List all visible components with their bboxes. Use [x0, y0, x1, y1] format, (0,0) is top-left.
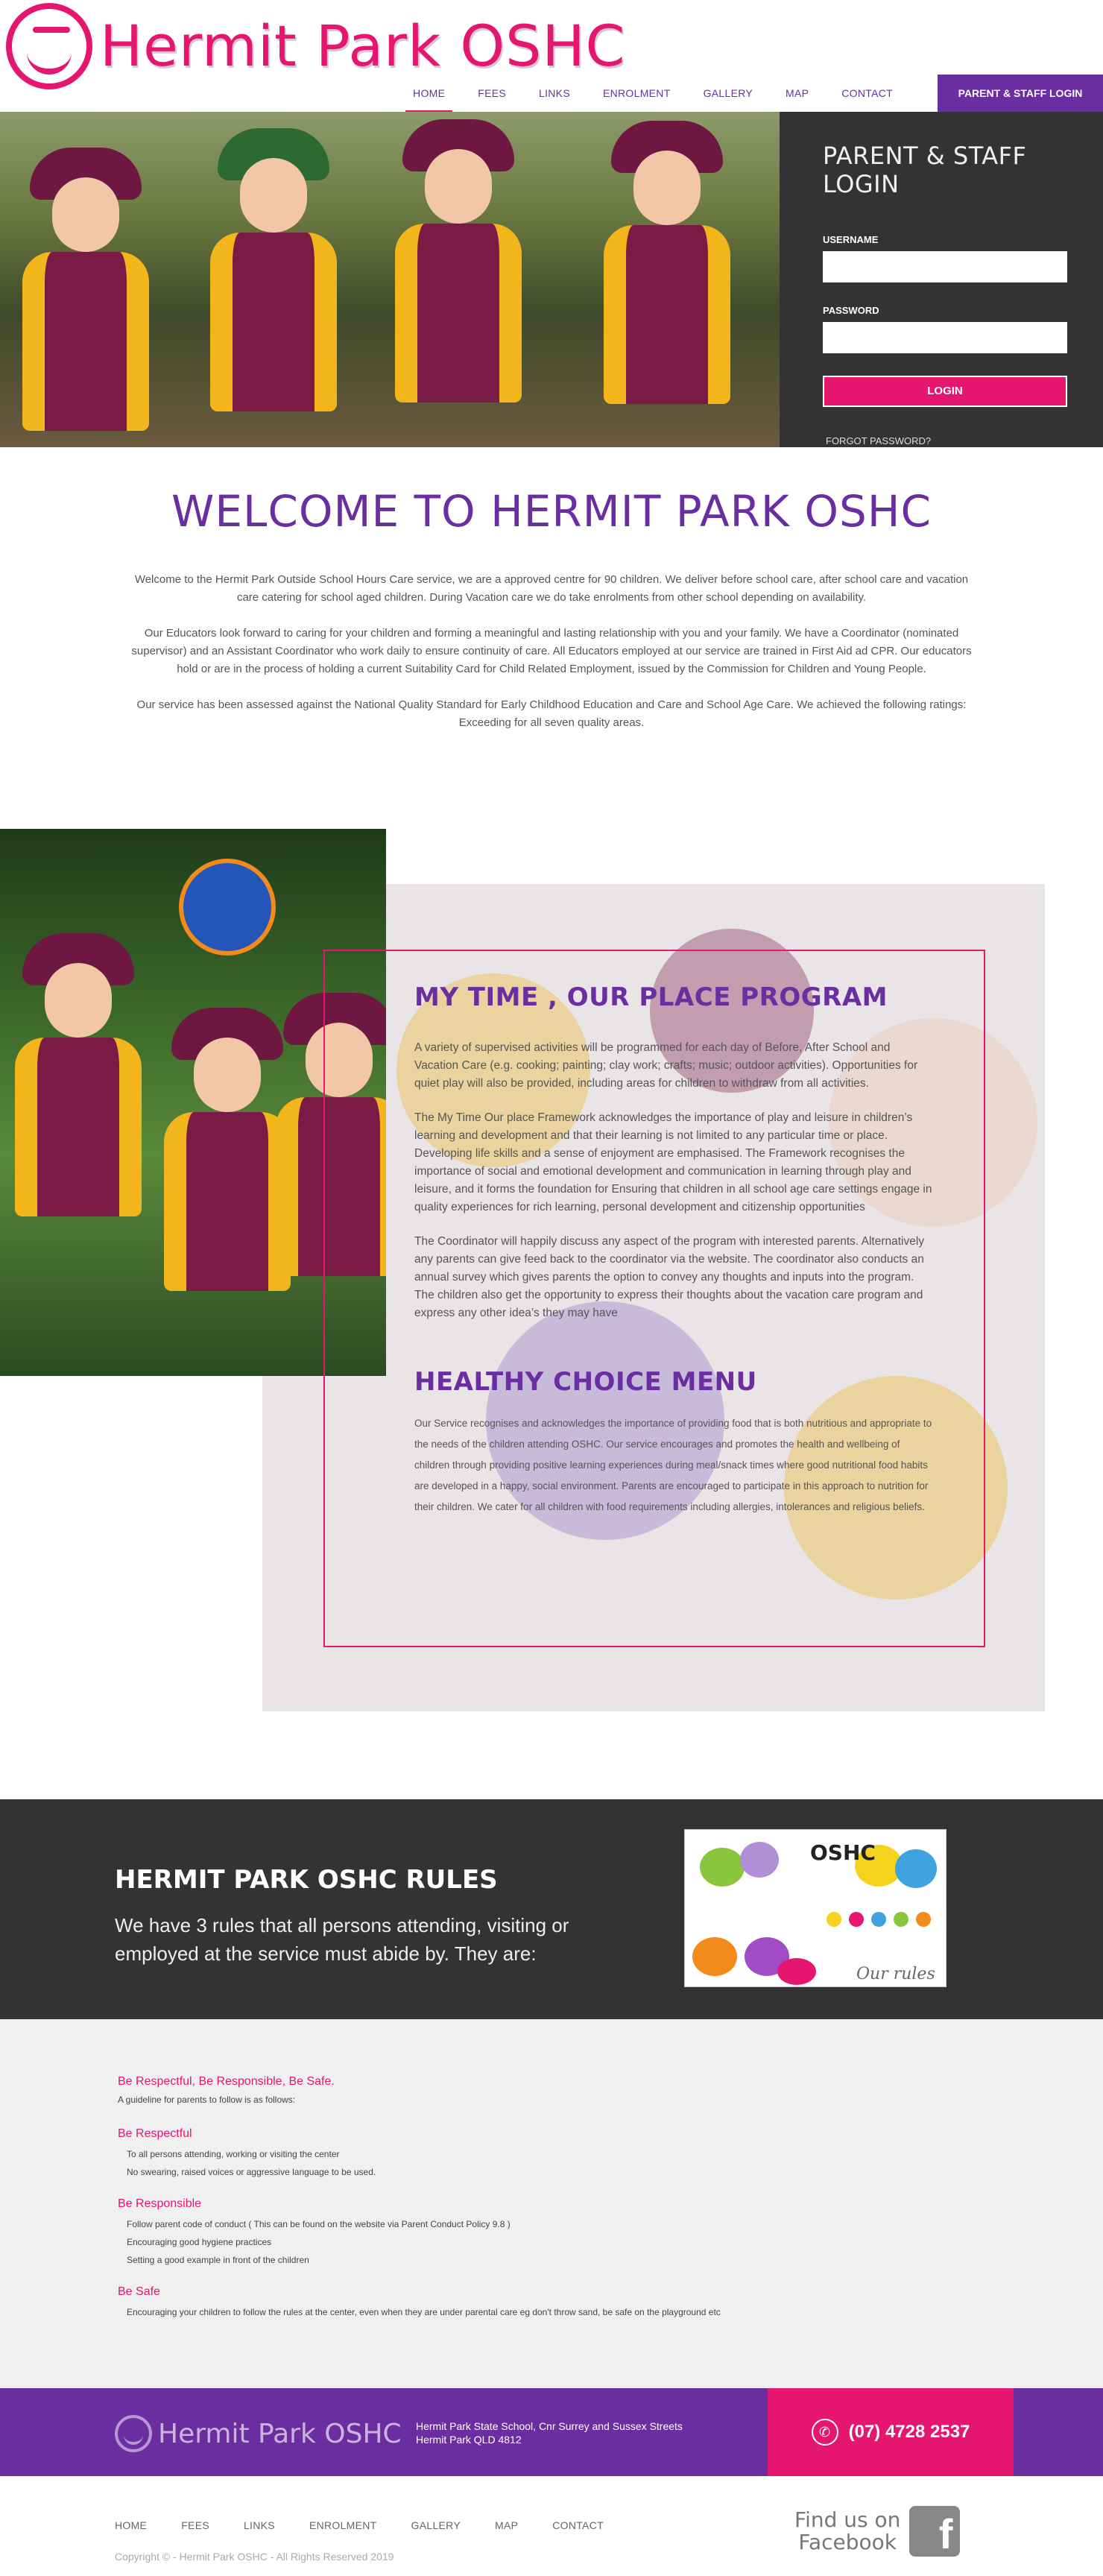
footer-logo[interactable]: [115, 2415, 402, 2452]
nav-map[interactable]: MAP: [786, 87, 809, 99]
rules-title: HERMIT PARK OSHC RULES: [115, 1865, 498, 1895]
rule-item: Encouraging your children to follow the rules at the center, even when they are under parental care eg don't throw sand, be safe on the playground etc: [127, 2307, 721, 2317]
address-line: Hermit Park State School, Cnr Surrey and Sussex Streets: [416, 2420, 683, 2432]
footer-address: [416, 2419, 683, 2446]
nav-parent-staff-login[interactable]: PARENT & STAFF LOGIN: [938, 75, 1103, 112]
rule-item: No swearing, raised voices or aggressive language to be used.: [127, 2167, 376, 2177]
footer-bar: [0, 2388, 1103, 2476]
program-paragraph: The Coordinator will happily discuss any aspect of the program with interested parents. Alternatively any parents can give feed back to the coordinator via the website. The coordinator also conducts an annual survey which gives parents the option to convey any thoughts and inputs into the program. The children also get the opportunity to express their thoughts about the vacation care program and express any other idea’s they may have: [414, 1235, 925, 1319]
phone-number: (07) 4728 2537: [848, 2422, 970, 2442]
username-input[interactable]: [823, 251, 1067, 282]
welcome-section: [0, 447, 1103, 768]
password-input[interactable]: [823, 322, 1067, 353]
smiley-logo-icon: [115, 2415, 152, 2452]
login-panel: [780, 112, 1103, 447]
footer-nav-enrolment[interactable]: ENROLMENT: [309, 2519, 377, 2531]
hero-section: [0, 112, 1103, 447]
footer-nav-gallery[interactable]: GALLERY: [411, 2519, 461, 2531]
login-title: PARENT & STAFF LOGIN: [823, 142, 1027, 198]
site-header: [0, 0, 1103, 112]
healthy-menu-paragraph: Our Service recognises and acknowledges the importance of providing food that is both nutritious and appropriate to the needs of the children attending OSHC. Our service encourages and promotes the health and wellbeing of children through providing positive learning experiences during meal/snack times where good nutritional food habits are developed in a happy, social environment. Parents are encouraged to participate in this approach to nutrition for their children. We cater for all children with food requirements including allergies, intolerances and religious beliefs.: [414, 1418, 932, 1512]
welcome-paragraph: Our Educators look forward to caring for your children and forming a meaningful and lasting relationship with you and your family. We have a Coordinator (nominated supervisor) and an Assistant Coordinator who work daily to ensure continuity of care. All Educators employed at our service are trained in First Aid ad CPR. Our educators hold or are in the process of holding a current Suitability Card for Child Related Employment, issued by the Commission for Children and Young People.: [131, 627, 972, 675]
rule-item: Setting a good example in front of the children: [127, 2255, 309, 2265]
copyright: Copyright © - Hermit Park OSHC - All Rights Reserved 2019: [115, 2551, 394, 2563]
rules-poster-image: [684, 1829, 946, 1987]
welcome-paragraph: Our service has been assessed against the National Quality Standard for Early Childhood Education and Care and School Age Care. We achieved the following ratings: Exceeding for all seven quality areas.: [136, 698, 967, 729]
facebook-link[interactable]: [794, 2506, 960, 2557]
rules-subtitle: We have 3 rules that all persons attending, visiting or employed at the service must abide by. They are:: [115, 1914, 569, 1965]
program-content: [414, 982, 936, 1518]
rule-item: To all persons attending, working or visiting the center: [127, 2149, 340, 2159]
rule-heading: Be Safe: [118, 2285, 160, 2298]
footer-nav-map[interactable]: MAP: [494, 2519, 519, 2531]
password-label: PASSWORD: [823, 305, 879, 316]
poster-caption: Our rules: [856, 1965, 935, 1983]
welcome-title: WELCOME TO HERMIT PARK OSHC: [171, 486, 932, 537]
logo-text: Hermit Park OSHC: [100, 13, 626, 79]
stick-figures-icon: [827, 1912, 931, 1927]
login-button[interactable]: LOGIN: [823, 376, 1067, 407]
footer-nav-links[interactable]: LINKS: [243, 2519, 275, 2531]
rules-intro-heading: Be Respectful, Be Responsible, Be Safe.: [118, 2075, 335, 2088]
rules-band: [0, 1799, 1103, 2019]
ball-icon: [179, 859, 276, 956]
forgot-password-link[interactable]: FORGOT PASSWORD?: [826, 435, 932, 446]
footer-nav: [115, 2519, 638, 2531]
rules-list: [0, 2019, 1103, 2388]
nav-enrolment[interactable]: ENROLMENT: [602, 87, 671, 99]
facebook-text: [794, 2509, 900, 2554]
facebook-line: Facebook: [798, 2530, 897, 2554]
nav-home[interactable]: HOME: [413, 75, 445, 112]
program-paragraph: A variety of supervised activities will be programmed for each day of Before, After School and Vacation Care (e.g. cooking; painting; clay work; crafts; music; outdoor activities). Opportunities for quiet play will also be provided, including areas for children to withdraw from all activities.: [414, 1041, 918, 1090]
facebook-line: Find us on: [794, 2507, 901, 2532]
footer-nav-contact[interactable]: CONTACT: [552, 2519, 604, 2531]
rule-heading: Be Responsible: [118, 2197, 202, 2210]
rules-intro-sub: A guideline for parents to follow is as follows:: [118, 2094, 296, 2105]
footer-nav-fees[interactable]: FEES: [181, 2519, 209, 2531]
username-label: USERNAME: [823, 234, 879, 245]
footer-logo-text: Hermit Park OSHC: [158, 2418, 402, 2449]
facebook-icon: f: [909, 2506, 960, 2557]
footer-phone-box[interactable]: [768, 2388, 1014, 2476]
program-paragraph: The My Time Our place Framework acknowledges the importance of play and leisure in children’s learning and development and that their learning is not limited to any particular time or place. Developing life skills and a sense of enjoyment are emphasised. The Framework recognises the importance of social and emotional development and communication in learning through play and leisure, and it forms the foundation for Ensuring that children in all school age care settings engage in quality experiences for rich learning, personal development and citizenship opportunities: [414, 1111, 932, 1213]
rule-heading: Be Respectful: [118, 2127, 192, 2140]
nav-fees[interactable]: FEES: [478, 87, 506, 99]
welcome-paragraph: Welcome to the Hermit Park Outside School Hours Care service, we are a approved centre for 90 children. We deliver before school care, after school care and vacation care catering for school aged children. During Vacation care we do take enrolments from other school depending on availability.: [134, 573, 969, 604]
address-line: Hermit Park QLD 4812: [416, 2434, 522, 2446]
nav-links[interactable]: LINKS: [539, 87, 570, 99]
phone-icon: ✆: [812, 2419, 838, 2446]
poster-text: OSHC: [810, 1840, 876, 1865]
footer-nav-home[interactable]: HOME: [115, 2519, 148, 2531]
bottom-footer: [0, 2476, 1103, 2576]
rule-item: Encouraging good hygiene practices: [127, 2237, 272, 2247]
program-title: MY TIME , OUR PLACE PROGRAM: [414, 982, 888, 1012]
rule-item: Follow parent code of conduct ( This can be found on the website via Parent Conduct Policy 9.8 ): [127, 2219, 511, 2229]
nav-contact[interactable]: CONTACT: [841, 87, 893, 99]
hero-children-photo: [0, 112, 780, 447]
smiley-logo-icon: [6, 3, 92, 89]
main-nav: [380, 75, 1103, 112]
healthy-menu-title: HEALTHY CHOICE MENU: [414, 1367, 757, 1397]
nav-gallery[interactable]: GALLERY: [703, 87, 753, 99]
